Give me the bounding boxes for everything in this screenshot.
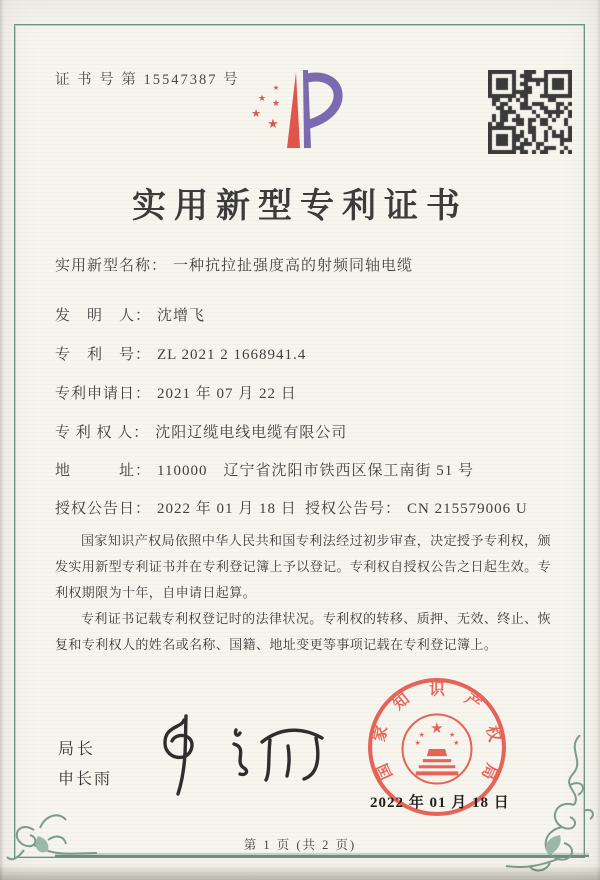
field-value: 110000 辽宁省沈阳市铁西区保工南街 51 号 bbox=[157, 463, 474, 479]
ornament-leaf bbox=[36, 836, 49, 852]
star-icon: ★ bbox=[251, 108, 261, 120]
seal-char: 知 bbox=[390, 690, 413, 714]
cnipa-logo-icon bbox=[246, 64, 356, 158]
star-icon: ★ bbox=[257, 93, 267, 103]
director-title: 局长 bbox=[58, 741, 97, 758]
field-label: 授权公告号： bbox=[305, 501, 402, 517]
field-row-patentee bbox=[55, 421, 570, 442]
ornament-leaf bbox=[546, 835, 561, 855]
scan-edge bbox=[596, 0, 600, 880]
emblem-star-icon: ★ bbox=[449, 730, 456, 739]
field-value: 2022 年 01 月 18 日 bbox=[157, 501, 297, 517]
scan-edge bbox=[0, 866, 600, 880]
field-value: ZL 2021 2 1668941.4 bbox=[157, 347, 307, 363]
star-icon: ★ bbox=[271, 98, 281, 108]
director-signature bbox=[150, 710, 335, 805]
field-value: 一种抗拉扯强度高的射频同轴电缆 bbox=[173, 258, 414, 274]
floral-ornament-bottom-right bbox=[500, 735, 596, 875]
field-label: 实用新型名称： bbox=[55, 258, 168, 274]
emblem-star-icon: ★ bbox=[418, 730, 425, 739]
floral-ornament-bottom-left bbox=[4, 800, 99, 870]
field-row-patent-no bbox=[55, 343, 570, 364]
field-label: 专 利 号： bbox=[55, 347, 152, 363]
emblem-star-icon: ★ bbox=[453, 738, 460, 747]
certificate-number: 证 书 号 第 15547387 号 bbox=[55, 72, 240, 88]
emblem-gate-base bbox=[419, 765, 456, 768]
emblem-gate-platform bbox=[416, 771, 459, 775]
emblem-gate-tower bbox=[427, 749, 447, 756]
field-row-grant bbox=[55, 497, 570, 518]
certificate-title: 实用新型专利证书 bbox=[132, 188, 468, 225]
logo-red-wedge bbox=[287, 72, 300, 148]
field-label: 专 利 权 人： bbox=[55, 425, 150, 441]
field-value: CN 215579006 U bbox=[407, 501, 528, 517]
qr-code bbox=[488, 70, 572, 154]
seal-char: 权 bbox=[482, 724, 503, 744]
seal-char: 产 bbox=[461, 690, 484, 714]
director-name: 申长雨 bbox=[58, 771, 113, 788]
field-row-filing-date bbox=[55, 382, 570, 403]
emblem-star-icon: ★ bbox=[430, 719, 444, 737]
star-icon: ★ bbox=[272, 84, 280, 92]
field-row-address bbox=[55, 459, 570, 480]
field-label: 地 址： bbox=[55, 463, 152, 479]
seal-char: 局 bbox=[477, 760, 500, 782]
emblem-star-icon: ★ bbox=[414, 738, 421, 747]
emblem-gate-roof bbox=[423, 759, 451, 762]
star-icon: ★ bbox=[267, 116, 279, 131]
field-value: 2021 年 07 月 22 日 bbox=[157, 386, 297, 402]
page-number: 第 1 页 (共 2 页) bbox=[243, 838, 357, 852]
field-label: 授权公告日： bbox=[55, 501, 152, 517]
logo-purple-bowl bbox=[307, 77, 338, 124]
legal-paragraph-2: 专利证书记载专利权登记时的法律状况。专利权的转移、质押、无效、终止、恢复和专利权人的姓名或名称、国籍、地址变更等事项记载在专利登记簿上。 bbox=[55, 611, 551, 652]
qr-code-pattern bbox=[488, 70, 572, 154]
field-label: 发 明 人： bbox=[55, 308, 152, 324]
seal-date: 2022 年 01 月 18 日 bbox=[370, 795, 510, 811]
field-label: 专利申请日： bbox=[55, 386, 152, 402]
seal-char: 家 bbox=[371, 724, 392, 744]
field-row-name bbox=[55, 254, 570, 275]
seal-char: 国 bbox=[374, 760, 397, 782]
field-row-inventor bbox=[55, 304, 570, 325]
field-value: 沈增飞 bbox=[157, 308, 206, 324]
legal-paragraph-1: 国家知识产权局依照中华人民共和国专利法经过初步审查，决定授予专利权，颁发实用新型专利证书并在专利登记簿上予以登记。专利权自授权公告之日起生效。专利权期限为十年，自申请日起算。 bbox=[55, 533, 551, 600]
seal-char: 识 bbox=[429, 681, 445, 699]
field-pair-grant-no bbox=[305, 497, 528, 518]
legal-text bbox=[55, 528, 551, 658]
scan-edge bbox=[0, 0, 4, 880]
field-value: 沈阳辽缆电线电缆有限公司 bbox=[155, 425, 348, 441]
